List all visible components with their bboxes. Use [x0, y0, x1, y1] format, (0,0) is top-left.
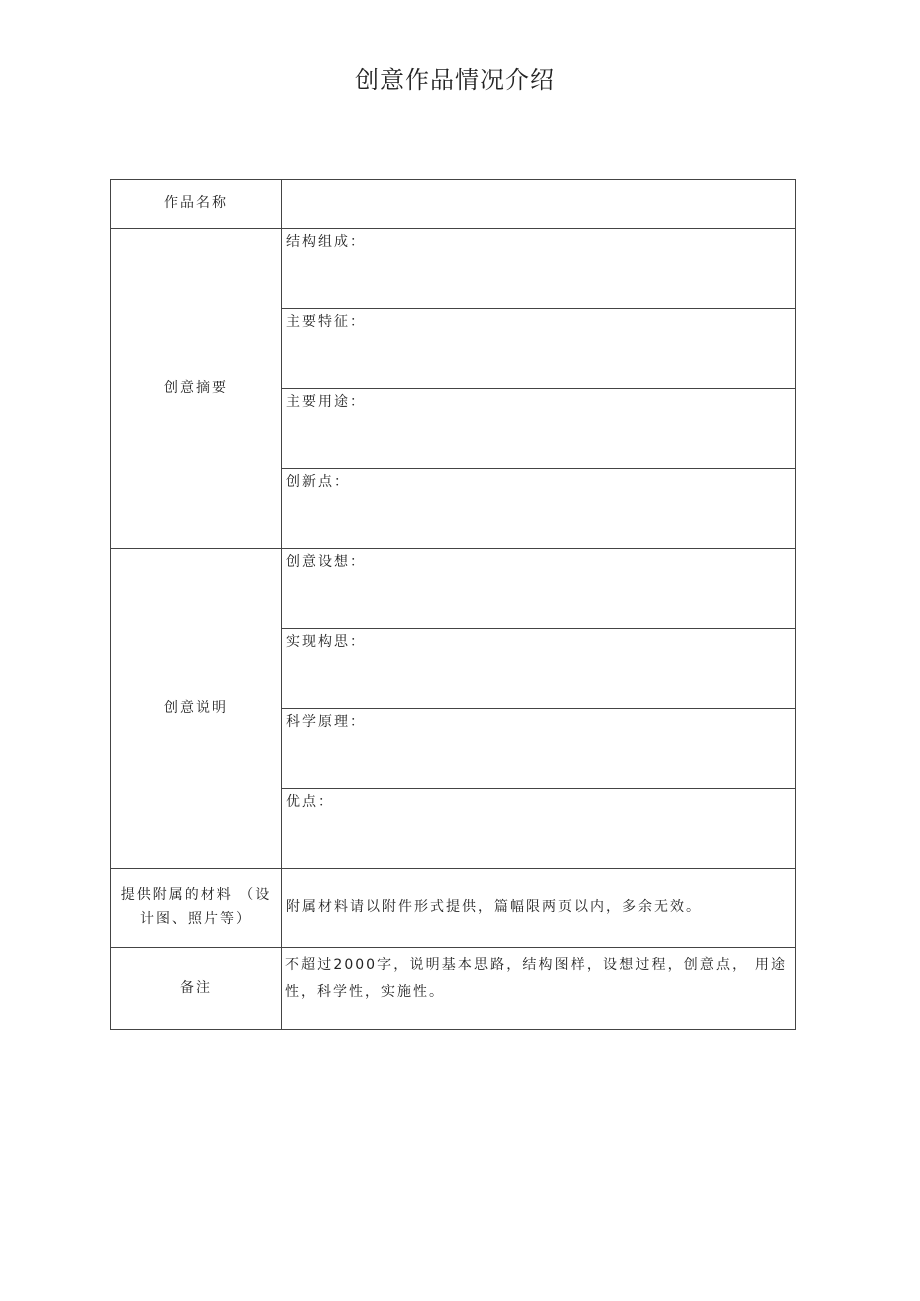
row-summary-structure	[111, 229, 796, 309]
row-materials	[111, 869, 796, 948]
materials-field[interactable]: 附属材料请以附件形式提供，篇幅限两页以内，多余无效。	[282, 869, 796, 948]
remarks-field[interactable]: 不超过2000字，说明基本思路，结构图样，设想过程，创意点， 用途性，科学性，实施性。	[282, 948, 796, 1030]
summary-innovation-field[interactable]: 创新点：	[282, 469, 796, 549]
row-remarks	[111, 948, 796, 1030]
row-explanation-idea	[111, 549, 796, 629]
explanation-idea-field[interactable]: 创意设想：	[282, 549, 796, 629]
summary-structure-field[interactable]: 结构组成：	[282, 229, 796, 309]
materials-label-line-1: 提供附属的材料 （设	[120, 887, 272, 904]
materials-label-line-2: 计图、照片等）	[140, 911, 252, 927]
row-work-name	[111, 180, 796, 229]
work-name-label: 作品名称	[111, 180, 282, 229]
materials-label	[111, 869, 282, 948]
remarks-label: 备注	[111, 948, 282, 1030]
explanation-implementation-field[interactable]: 实现构思：	[282, 629, 796, 709]
work-name-field[interactable]	[282, 180, 796, 229]
explanation-principle-field[interactable]: 科学原理：	[282, 709, 796, 789]
summary-label: 创意摘要	[111, 229, 282, 549]
summary-usage-field[interactable]: 主要用途：	[282, 389, 796, 469]
work-info-form	[110, 179, 796, 1030]
document-title: 创意作品情况介绍	[355, 66, 555, 94]
explanation-label: 创意说明	[111, 549, 282, 869]
explanation-advantages-field[interactable]: 优点：	[282, 789, 796, 869]
summary-features-field[interactable]: 主要特征：	[282, 309, 796, 389]
